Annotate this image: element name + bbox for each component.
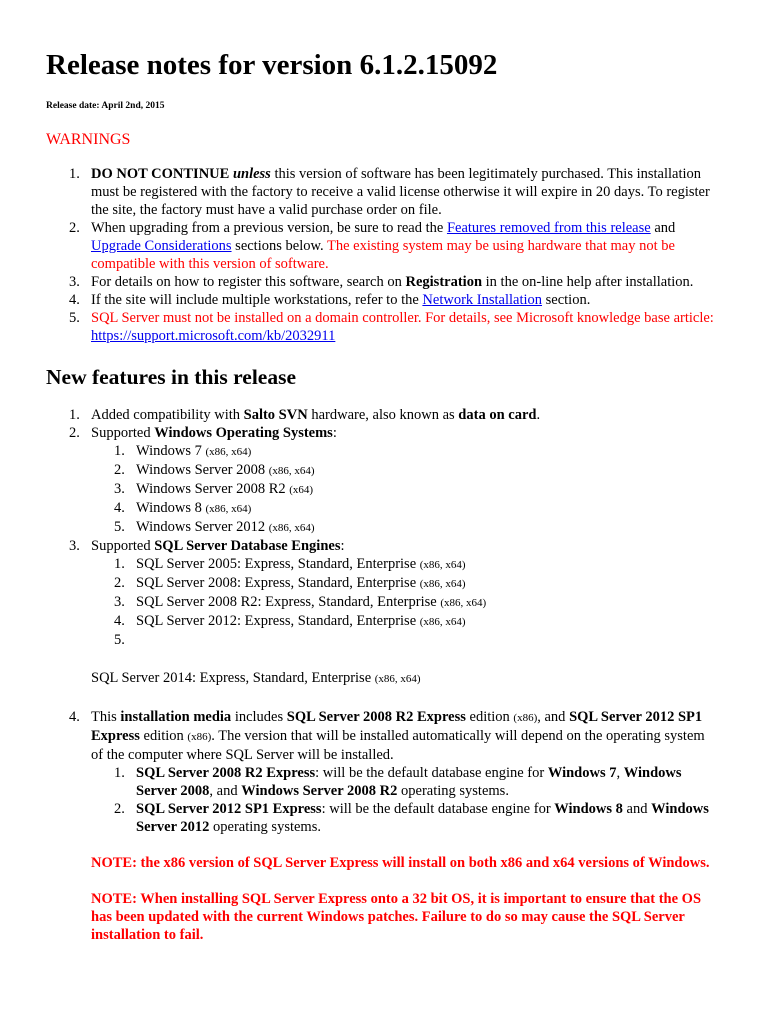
sql-item: 2. SQL Server 2008: Express, Standard, Enterprise (x86, x64) — [114, 575, 466, 591]
warning-item: 2. When upgrading from a previous version, be sure to read the Features removed from this release and Upgrade Considerations sections below. The existing system may be using hardware that may not be compatible with this version of software. — [69, 220, 676, 272]
sql-item: 4. SQL Server 2012: Express, Standard, Enterprise (x86, x64) — [114, 613, 466, 629]
os-item: 3. Windows Server 2008 R2 (x64) — [114, 481, 314, 497]
warning-item: 3. For details on how to register this software, search on Registration in the on-line help after installation. — [69, 274, 694, 290]
warning-item: 1. DO NOT CONTINUE unless this version of software has been legitimately purchased. This installation must be registered with the factory to receive a valid license otherwise it will expire in 20 days. To register the site, the factory must have a valid purchase order on file. — [69, 166, 710, 218]
kb-article-link[interactable]: https://support.microsoft.com/kb/2032911 — [91, 328, 336, 344]
os-item: 2. Windows Server 2008 (x86, x64) — [114, 462, 315, 478]
features-removed-link[interactable]: Features removed from this release — [446, 220, 651, 236]
x86-note: NOTE: the x86 version of SQL Server Express will install on both x86 and x64 versions of Windows. — [91, 855, 710, 871]
upgrade-considerations-link[interactable]: Upgrade Considerations — [91, 238, 232, 254]
os-sublist — [91, 442, 716, 537]
warnings-list — [46, 165, 716, 345]
feature-item: 4. This installation media includes SQL Server 2008 R2 Express edition (x86), and SQL Server 2012 SP1 Express edition (x86). The version that will be installed automatically will depend on the operating system of the computer where SQL Server will be installed. 1. SQL Server 2008 R2 Express: will be the default database engine for Windows 7, Windows Server 2008, and Windows Server 2008 R2 operating systems. 2. SQL Server 2012 SP1 Express: will be the default database engine for Windows 8 and Windows Server 2012 operating systems. NOTE: the x86 version of SQL Server Express will install on both x86 and x64 versions of Windows. NOTE: When installing SQL Server Express onto a 32 bit OS, it is important to ensure that the OS has been updated with the current Windows patches. Failure to do so may cause the SQL Server installation to fail. — [46, 708, 716, 944]
feature-item: 2. Supported Windows Operating Systems: 1. Windows 7 (x86, x64) 2. Windows Server 2008 (x86, x64) 3. Windows Server 2008 R2 (x64) 4. Windows 8 (x86, x64) 5. Windows Server 2012 (x86, x64) — [46, 424, 716, 537]
release-date: Release date: April 2nd, 2015 — [46, 101, 165, 111]
sql-sublist — [91, 555, 716, 649]
sql-2014-line: SQL Server 2014: Express, Standard, Enterprise (x86, x64) — [91, 670, 421, 686]
warnings-heading: WARNINGS — [46, 131, 131, 148]
sql-item: 3. SQL Server 2008 R2: Express, Standard, Enterprise (x86, x64) — [114, 594, 487, 610]
default-engine-item: 1. SQL Server 2008 R2 Express: will be the default database engine for Windows 7, Windows Server 2008, and Windows Server 2008 R2 operating systems. — [114, 765, 682, 799]
default-engine-item: 2. SQL Server 2012 SP1 Express: will be the default database engine for Windows 8 and Windows Server 2012 operating systems. — [114, 801, 709, 835]
features-heading: New features in this release — [46, 365, 296, 389]
os-item: 5. Windows Server 2012 (x86, x64) — [114, 519, 315, 535]
sql-item: 5. — [114, 632, 125, 648]
page-title: Release notes for version 6.1.2.15092 — [46, 49, 498, 81]
os-item: 1. Windows 7 (x86, x64) — [114, 443, 252, 459]
feature-item: 1. Added compatibility with Salto SVN hardware, also known as data on card. — [69, 407, 541, 423]
network-installation-link[interactable]: Network Installation — [422, 292, 543, 308]
patches-note: NOTE: When installing SQL Server Express onto a 32 bit OS, it is important to ensure that the OS has been updated with the current Windows patches. Failure to do so may cause the SQL Server installation to fail. — [91, 891, 702, 943]
features-list — [46, 406, 716, 944]
warning-item: 5. SQL Server must not be installed on a domain controller. For details, see Microsoft knowledge base article: https://support.microsoft.com/kb/2032911 — [69, 310, 714, 344]
sql-item: 1. SQL Server 2005: Express, Standard, Enterprise (x86, x64) — [114, 556, 466, 572]
os-item: 4. Windows 8 (x86, x64) — [114, 500, 252, 516]
warning-item: 4. If the site will include multiple workstations, refer to the Network Installation section. — [69, 292, 591, 308]
feature-item: 3. Supported SQL Server Database Engines: 1. SQL Server 2005: Express, Standard, Enterprise (x86, x64) 2. SQL Server 2008: Express, Standard, Enterprise (x86, x64) 3. SQL Server 2008 R2: Express, Standard, Enterprise (x86, x64) 4. SQL Server 2012: Express, Standard, Enterprise (x86, x64) 5. SQL Server 2014: Express, Standard, Enterprise (x86, x64) — [46, 537, 716, 688]
default-engine-sublist — [91, 764, 716, 836]
